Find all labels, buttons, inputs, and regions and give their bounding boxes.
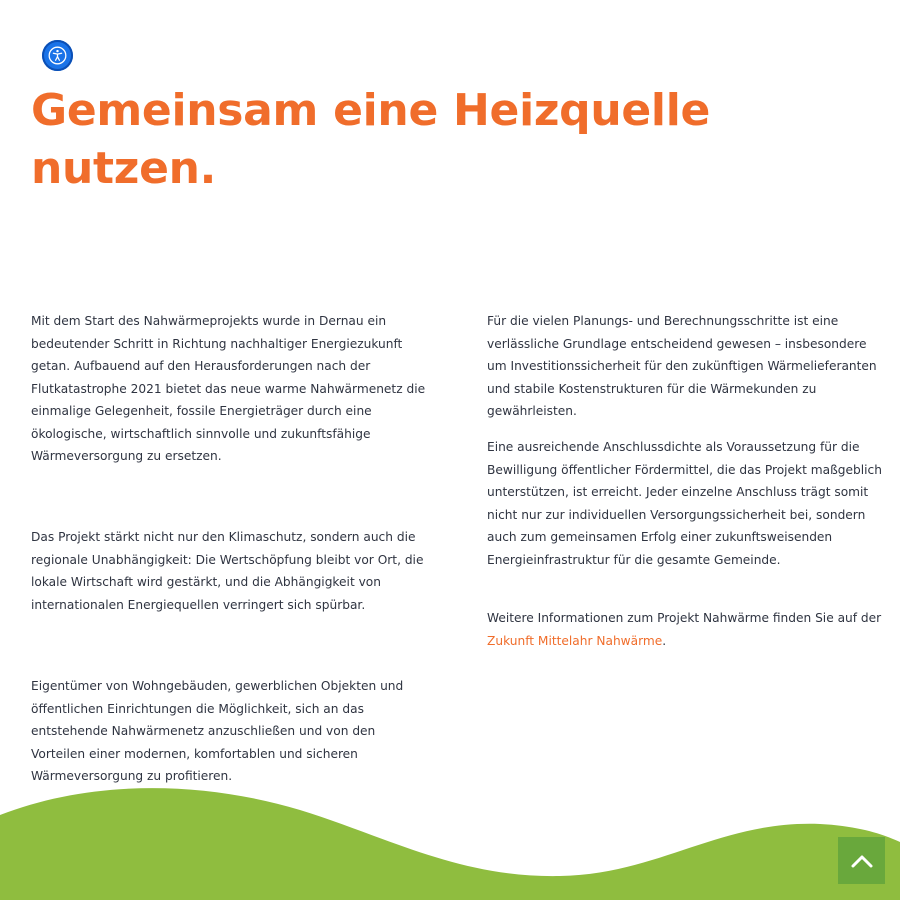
right-paragraph-1-text: Für die vielen Planungs- und Berechnungsschritte ist eine verlässliche Grundlage entscheidend gewesen – insbesondere um Investitionssicherheit für den zukünftigen Wärmelieferanten und stabile Kostenstrukturen für die Wärmekunden zu gewährleisten. — [487, 314, 877, 418]
footer-wave — [0, 780, 900, 900]
left-paragraph-3 — [31, 675, 426, 788]
right-paragraph-2-text: Eine ausreichende Anschlussdichte als Voraussetzung für die Bewilligung öffentlicher Fördermittel, die das Projekt maßgeblich unterstützen, ist erreicht. Jeder einzelne Anschluss trägt somit nicht nur zur individuellen Versorgungssicherheit bei, sondern auch zum gemeinsamen Erfolg einer zukunftsweisenden Energieinfrastruktur für die gesamte Gemeinde. — [487, 440, 882, 567]
accessibility-icon — [48, 46, 67, 65]
info-suffix: . — [662, 633, 667, 648]
right-paragraph-3 — [487, 607, 882, 652]
info-prefix: Weitere Informationen zum Projekt Nahwärme finden Sie auf der — [487, 611, 882, 625]
right-paragraph-3-text — [487, 607, 882, 652]
scroll-to-top-button[interactable] — [838, 837, 885, 884]
right-paragraph-1 — [487, 310, 882, 423]
left-paragraph-2 — [31, 526, 426, 616]
left-paragraph-3-text: Eigentümer von Wohngebäuden, gewerblichen Objekten und öffentlichen Einrichtungen die Möglichkeit, sich an das entstehende Nahwärmenetz anzuschließen und von den Vorteilen einer modernen, komfortablen und sicheren Wärmeversorgung zu profitieren. — [31, 679, 404, 783]
left-paragraph-2-text: Das Projekt stärkt nicht nur den Klimaschutz, sondern auch die regionale Unabhängigkeit: Die Wertschöpfung bleibt vor Ort, die lokale Wirtschaft wird gestärkt, und die Abhängigkeit von internationalen Energiequellen verringert sich spürbar. — [31, 530, 424, 612]
page-title — [31, 82, 751, 198]
left-paragraph-1 — [31, 310, 426, 468]
right-paragraph-2 — [487, 436, 882, 571]
left-paragraph-1-text: Mit dem Start des Nahwärmeprojekts wurde in Dernau ein bedeutender Schritt in Richtung nachhaltiger Energiezukunft getan. Aufbauend auf den Herausforderungen nach der Flutkatastrophe 2021 bietet das neue warme Nahwärmenetz die einmalige Gelegenheit, fossile Energieträger durch eine ökologische, wirtschaftlich sinnvolle und zukunftsfähige Wärmeversorgung zu ersetzen. — [31, 314, 426, 463]
page-title-line-1: Gemeinsam eine Heizquelle — [31, 85, 711, 136]
accessibility-button[interactable] — [42, 40, 73, 71]
zukunft-mittelahr-link[interactable]: Zukunft Mittelahr Nahwärme — [487, 633, 663, 648]
page-title-line-2: nutzen. — [31, 143, 217, 194]
chevron-up-icon — [850, 853, 874, 869]
